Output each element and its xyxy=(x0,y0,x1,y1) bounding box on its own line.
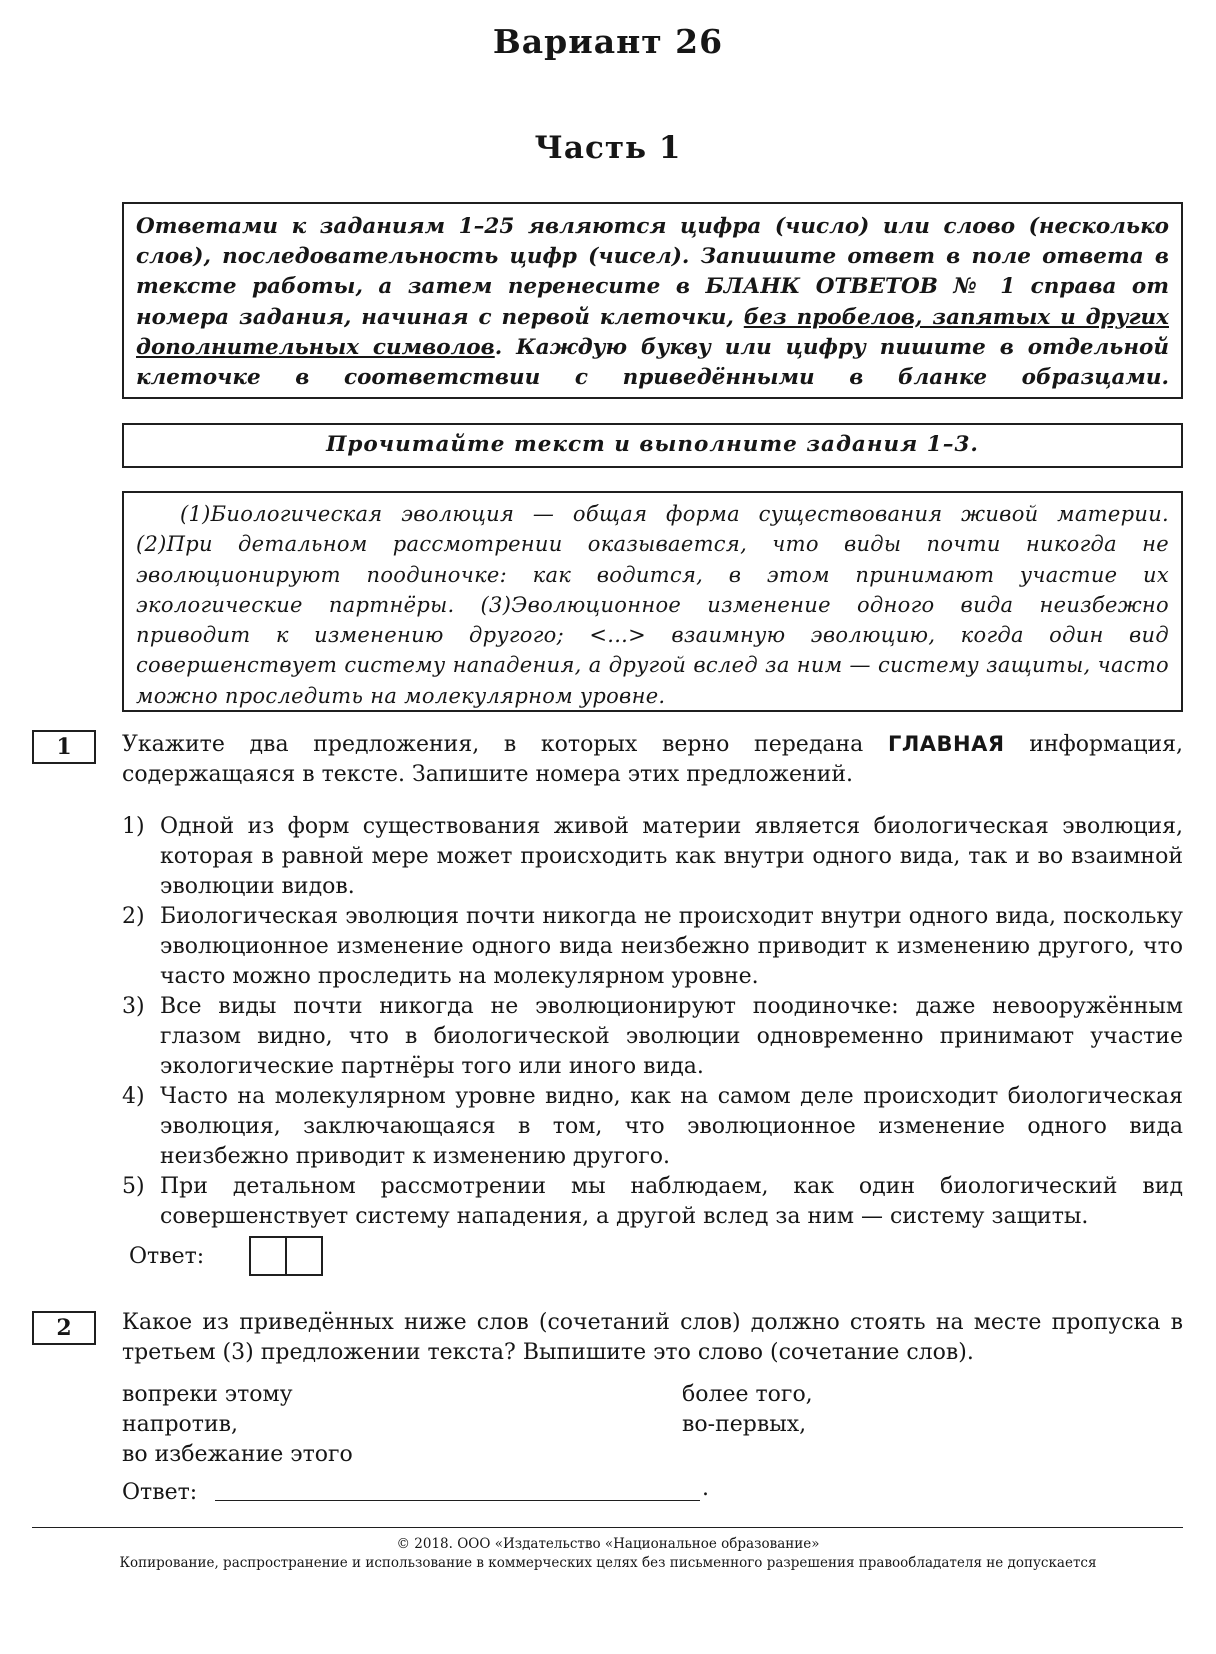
footer-divider xyxy=(32,1527,1183,1528)
task-1-answer-cells[interactable] xyxy=(249,1236,321,1276)
task-2-answer-end: . xyxy=(702,1476,709,1501)
task-2-words-right xyxy=(682,1380,813,1440)
task-2-number: 2 xyxy=(32,1311,96,1345)
task-1-option: 3) Все виды почти никогда не эволюционируют поодиночке: даже невооружённым глазом видно, что в биологической эволюции одновременно принимают участие экологические партнёры того или иного вида. xyxy=(122,994,1183,1079)
task-2-question: Какое из приведённых ниже слов (сочетаний слов) должно стоять на месте пропуска в третьем (3) предложении текста? Выпишите это слово (сочетание слов). xyxy=(122,1310,1183,1365)
task-1-number: 1 xyxy=(32,730,96,764)
answer-cell[interactable] xyxy=(249,1236,287,1276)
read-prompt-box xyxy=(122,423,1183,468)
footer-copyright: © 2018. ООО «Издательство «Национальное образование» xyxy=(396,1536,820,1552)
task-1-answer-label: Ответ: xyxy=(129,1244,205,1269)
task-1-question-emphasis: ГЛАВНАЯ xyxy=(887,732,1005,756)
instructions-box xyxy=(122,202,1183,399)
source-text-box xyxy=(122,491,1183,712)
task-1-options xyxy=(122,812,1183,1232)
word-option: вопреки этому xyxy=(122,1382,293,1407)
answer-cell[interactable] xyxy=(285,1236,323,1276)
footer-notice: Копирование, распространение и использование в коммерческих целях без письменного разрешения правообладателя не допускается xyxy=(119,1555,1097,1571)
word-option: во-первых, xyxy=(682,1412,807,1437)
word-option: более того, xyxy=(682,1382,813,1407)
word-option: во избежание этого xyxy=(122,1442,353,1467)
task-1-option: 4) Часто на молекулярном уровне видно, как на самом деле происходит биологическая эволюция, заключающаяся в том, что эволюционное изменение одного вида неизбежно приводит к изменению другого. xyxy=(122,1084,1183,1169)
task-2-answer-label: Ответ: xyxy=(122,1480,198,1505)
part-title: Часть 1 xyxy=(534,130,682,166)
task-2-answer-line[interactable] xyxy=(215,1500,700,1501)
word-option: напротив, xyxy=(122,1412,238,1437)
instructions-text: Ответами к заданиям 1–25 являются цифра (число) или слово (несколько слов), последовательность цифр (чисел). Запишите ответ в поле ответа в тексте работы, а затем перенесите в БЛАНК ОТВЕТОВ № 1 справа от номера задания, начиная с первой клеточки, без пробелов, запятых и других дополнительных символов. Каждую букву или цифру пишите в отдельной клеточке в соответствии с приведёнными в бланке образцами. xyxy=(136,214,1170,391)
task-1-question: Укажите два предложения, в которых верно передана ГЛАВНАЯ информация, содержащаяся в тексте. Запишите номера этих предложений. xyxy=(122,732,1184,787)
read-prompt: Прочитайте текст и выполните задания 1–3. xyxy=(326,432,979,457)
variant-title: Вариант 26 xyxy=(492,22,724,61)
source-text: (1)Биологическая эволюция — общая форма существования живой материи. (2)При детальном рассмотрении оказывается, что виды почти никогда не эволюционируют поодиночке: как водится, в этом принимают участие их экологические партнёры. (3)Эволюционное изменение одного вида неизбежно приводит к изменению другого; <...> взаимную эволюцию, когда один вид совершенствует систему нападения, а другой вслед за ним — систему защиты, часто можно проследить на молекулярном уровне. xyxy=(136,502,1169,708)
task-2-words-left xyxy=(122,1380,353,1470)
task-1-option: 2) Биологическая эволюция почти никогда не происходит внутри одного вида, поскольку эволюционное изменение одного вида неизбежно приводит к изменению другого, что часто можно проследить на молекулярном уровне. xyxy=(122,904,1183,989)
task-1-option: 1) Одной из форм существования живой материи является биологическая эволюция, которая в равной мере может происходить как внутри одного вида, так и во взаимной эволюции видов. xyxy=(122,814,1183,899)
instructions-underlined: без пробелов, запятых и других дополнительных символов xyxy=(136,304,1169,360)
task-1-option: 5) При детальном рассмотрении мы наблюдаем, как один биологический вид совершенствует систему нападения, а другой вслед за ним — систему защиты. xyxy=(122,1174,1183,1229)
